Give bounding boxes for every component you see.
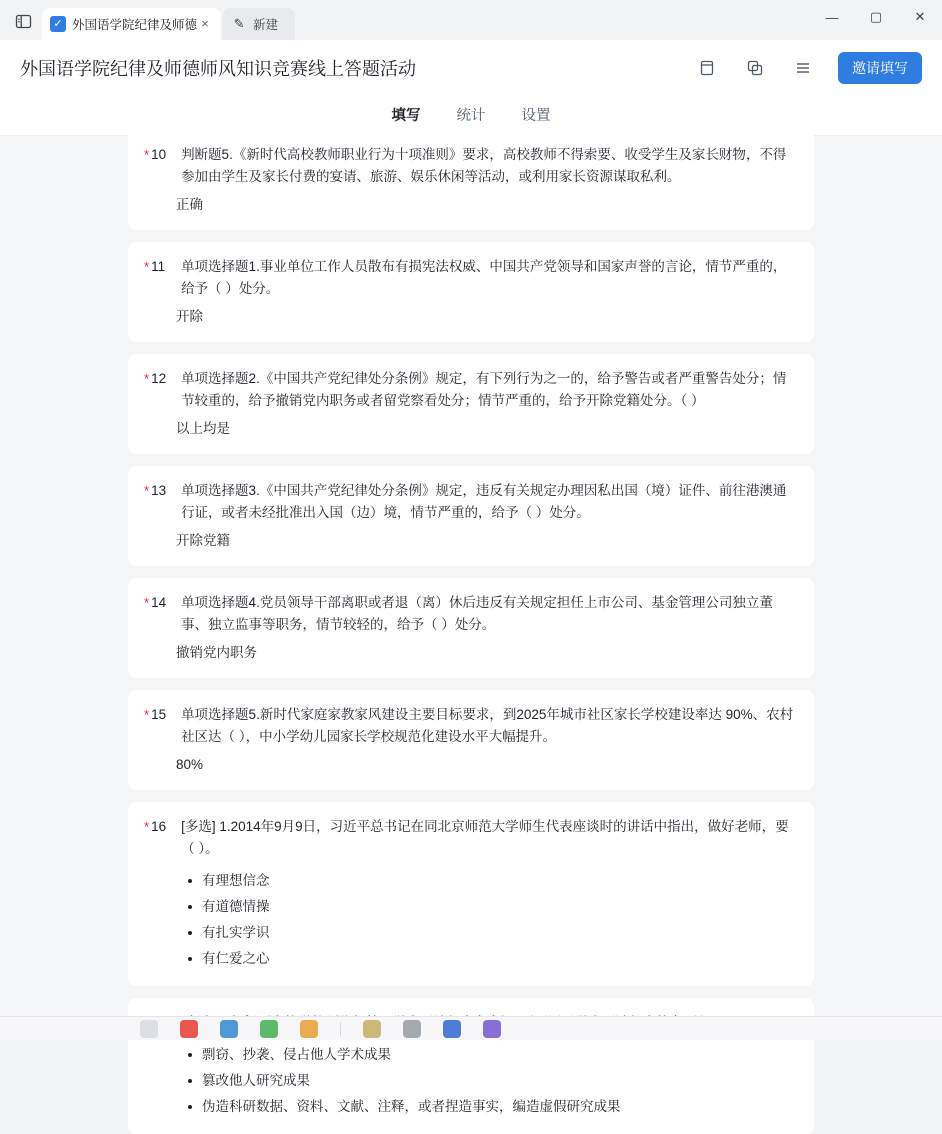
required-marker: *: [144, 371, 150, 386]
option-item: 有理想信念: [188, 868, 796, 894]
taskbar-editor-icon[interactable]: [300, 1020, 318, 1038]
page-header: [0, 40, 942, 96]
question-options: [188, 868, 796, 972]
question-card: [128, 242, 814, 342]
taskbar-mail-icon[interactable]: [180, 1020, 198, 1038]
window-controls: [810, 0, 942, 34]
taskbar-media-icon[interactable]: [483, 1020, 501, 1038]
question-options: [188, 1042, 796, 1120]
page-title: 外国语学院纪律及师德师风知识竞赛线上答题活动: [20, 59, 416, 79]
question-text: 单项选择题3.《中国共产党纪律处分条例》规定，违反有关规定办理因私出国（境）证件、前往港澳通行证，或者未经批准出入国（边）境，情节严重的，给予（ ）处分。: [181, 483, 787, 520]
question-list-content: [0, 136, 942, 1114]
tab-settings[interactable]: 设置: [521, 107, 551, 124]
taskbar: [0, 1016, 942, 1040]
window-close-button[interactable]: ✕: [914, 9, 926, 24]
question-text: 单项选择题5.新时代家庭家教家风建设主要目标要求，到2025年城市社区家长学校建设率达 90%、农村社区达（ ），中小学幼儿园家长学校规范化建设水平大幅提升。: [181, 707, 794, 744]
option-item: 剽窃、抄袭、侵占他人学术成果: [188, 1042, 796, 1068]
scroll-area[interactable]: [0, 130, 942, 1114]
question-answer: 正确: [176, 197, 203, 212]
required-marker: *: [144, 259, 150, 274]
question-answer: 以上均是: [176, 421, 230, 436]
sidebar-toggle-icon[interactable]: [8, 6, 38, 36]
taskbar-divider: [340, 1022, 341, 1036]
required-marker: *: [144, 147, 150, 162]
question-text: 单项选择题1.事业单位工作人员散布有损宪法权威、中国共产党领导和国家声誉的言论，情节严重的，给予（ ）处分。: [181, 259, 787, 296]
browser-tab-active[interactable]: [42, 8, 221, 40]
window-maximize-button[interactable]: ▢: [869, 9, 883, 24]
option-item: 有道德情操: [188, 894, 796, 920]
checkbox-favicon: ✓: [50, 16, 66, 32]
required-marker: *: [144, 707, 150, 722]
taskbar-search-icon[interactable]: [140, 1020, 158, 1038]
question-number: 15: [151, 707, 167, 722]
question-number: 14: [151, 595, 167, 610]
header-actions: [690, 51, 922, 85]
question-answer: 撤销党内职务: [176, 645, 257, 660]
copy-form-icon[interactable]: [690, 51, 724, 85]
pencil-icon: ✎: [233, 16, 245, 31]
browser-tab-strip: [0, 0, 942, 40]
question-text: 单项选择题2.《中国共产党纪律处分条例》规定，有下列行为之一的，给予警告或者严重警告处分；情节较重的，给予撤销党内职务或者留党察看处分；情节严重的，给予开除党籍处分。（ ）: [181, 371, 787, 408]
question-number: 16: [151, 819, 167, 834]
question-card: [128, 354, 814, 454]
tab-stats[interactable]: 统计: [456, 107, 486, 124]
question-answer: 80%: [176, 757, 204, 772]
option-item: 有扎实学识: [188, 920, 796, 946]
browser-tab-new-label: 新建: [253, 18, 279, 32]
question-card: [128, 690, 814, 790]
menu-icon[interactable]: [786, 51, 820, 85]
browser-tab-title: 外国语学院纪律及师德: [72, 18, 198, 32]
taskbar-settings-icon[interactable]: [403, 1020, 421, 1038]
taskbar-browser-icon[interactable]: [220, 1020, 238, 1038]
taskbar-app-icon[interactable]: [260, 1020, 278, 1038]
taskbar-folder-icon[interactable]: [363, 1020, 381, 1038]
question-answer: 开除: [176, 309, 203, 324]
question-text: 判断题5.《新时代高校教师职业行为十项准则》要求，高校教师不得索要、收受学生及家长财物，不得参加由学生及家长付费的宴请、旅游、娱乐休闲等活动，或利用家长资源谋取私利。: [181, 147, 787, 184]
required-marker: *: [144, 819, 150, 834]
question-number: 12: [151, 371, 167, 386]
required-marker: *: [144, 595, 150, 610]
option-item: 伪造科研数据、资料、文献、注释，或者捏造事实，编造虚假研究成果: [188, 1094, 796, 1120]
question-number: 10: [151, 147, 167, 162]
question-card: [128, 578, 814, 678]
window-minimize-button[interactable]: —: [825, 9, 839, 25]
question-answer: 开除党籍: [176, 533, 230, 548]
tab-fill[interactable]: 填写: [392, 96, 421, 136]
question-card: [128, 130, 814, 230]
question-text: [多选] 1.2014年9月9日，习近平总书记在同北京师范大学师生代表座谈时的讲话中指出，做好老师，要（ ）。: [181, 819, 789, 856]
question-number: 11: [151, 259, 166, 274]
close-icon[interactable]: ×: [201, 16, 209, 31]
duplicate-icon[interactable]: [738, 51, 772, 85]
browser-tab-new[interactable]: [223, 8, 295, 40]
question-text: 单项选择题4.党员领导干部离职或者退（离）休后违反有关规定担任上市公司、基金管理公司独立董事、独立监事等职务，情节较轻的，给予（ ）处分。: [181, 595, 773, 632]
option-item: 篡改他人研究成果: [188, 1068, 796, 1094]
taskbar-chat-icon[interactable]: [443, 1020, 461, 1038]
required-marker: *: [144, 483, 150, 498]
invite-button[interactable]: 邀请填写: [838, 52, 922, 84]
question-card: [128, 466, 814, 566]
option-item: 有仁爱之心: [188, 946, 796, 972]
question-number: 13: [151, 483, 167, 498]
question-card: [128, 802, 814, 986]
